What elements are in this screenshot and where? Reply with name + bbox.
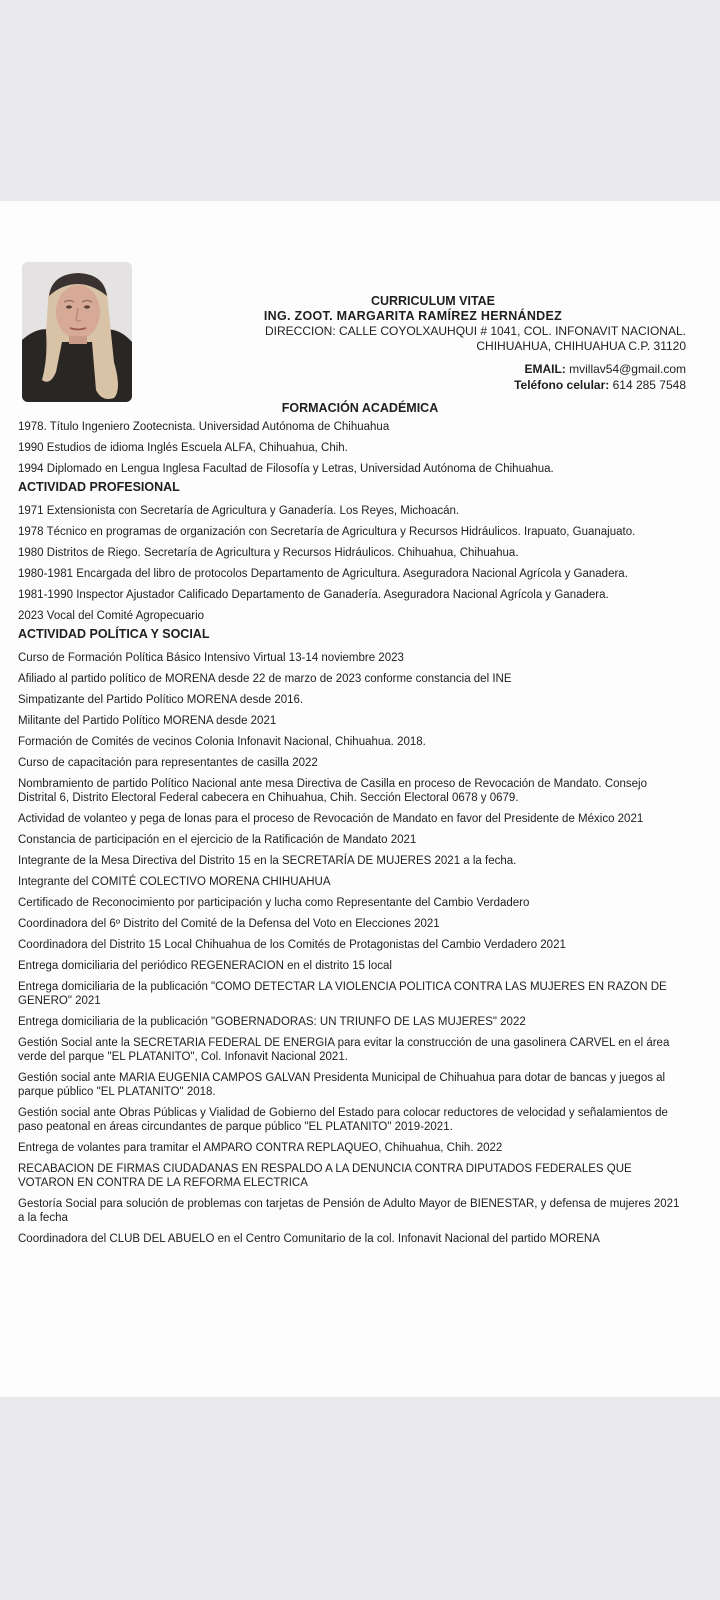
politica-item: RECABACION DE FIRMAS CIUDADANAS EN RESPALDO A LA DENUNCIA CONTRA DIPUTADOS FEDERALES QUE VOTARON EN CONTRA DE LA REFORMA ELECTRICA bbox=[18, 1163, 632, 1189]
politica-item: Gestión Social ante la SECRETARIA FEDERAL DE ENERGIA para evitar la construcción de una gasolinera CARVEL en el área verde del parque "EL PLATANITO", Col. Infonavit Nacional 2021. bbox=[18, 1037, 670, 1063]
politica-item: Entrega domiciliaria del periódico REGENERACION en el distrito 15 local bbox=[18, 960, 392, 972]
section-heading-politica: ACTIVIDAD POLÍTICA Y SOCIAL bbox=[18, 627, 210, 641]
email-value: mvillav54@gmail.com bbox=[569, 362, 686, 376]
profile-photo bbox=[22, 262, 132, 402]
person-name: ING. ZOOT. MARGARITA RAMÍREZ HERNÁNDEZ bbox=[263, 309, 563, 323]
politica-item: Formación de Comités de vecinos Colonia Infonavit Nacional, Chihuahua. 2018. bbox=[18, 736, 426, 748]
politica-item: Entrega domiciliaria de la publicación "GOBERNADORAS: UN TRIUNFO DE LAS MUJERES" 2022 bbox=[18, 1016, 526, 1028]
profesional-item: 1978 Técnico en programas de organización con Secretaría de Agricultura y Recursos Hidráulicos. Irapuato, Guanajuato. bbox=[18, 526, 636, 538]
politica-item: Gestión social ante MARIA EUGENIA CAMPOS GALVAN Presidenta Municipal de Chihuahua para dotar de bancas y juegos al parque público "EL PLATANITO" 2018. bbox=[18, 1072, 666, 1098]
politica-item: Constancia de participación en el ejercicio de la Ratificación de Mandato 2021 bbox=[18, 834, 417, 846]
header bbox=[140, 293, 686, 393]
politica-item: Entrega de volantes para tramitar el AMPARO CONTRA REPLAQUEO, Chihuahua, Chih. 2022 bbox=[18, 1142, 503, 1154]
formacion-item: 1994 Diplomado en Lengua Inglesa Facultad de Filosofía y Letras, Universidad Autónoma de Chihuahua. bbox=[18, 463, 554, 475]
politica-item: Curso de capacitación para representantes de casilla 2022 bbox=[18, 757, 318, 769]
formacion-list bbox=[18, 420, 688, 476]
profesional-item: 1981-1990 Inspector Ajustador Calificado Departamento de Ganadería. Aseguradora Nacional Agrícola y Ganadera. bbox=[18, 589, 609, 601]
email-label: EMAIL: bbox=[524, 362, 566, 376]
politica-list bbox=[18, 651, 688, 1246]
phone-value: 614 285 7548 bbox=[612, 378, 686, 392]
cv-page bbox=[0, 201, 720, 1397]
profesional-item: 1980-1981 Encargada del libro de protocolos Departamento de Agricultura. Aseguradora Nacional Agrícola y Ganadera. bbox=[18, 568, 628, 580]
address-line-1: DIRECCION: CALLE COYOLXAUHQUI # 1041, COL. INFONAVIT NACIONAL. bbox=[264, 324, 686, 338]
profesional-list bbox=[18, 504, 688, 623]
politica-item: Simpatizante del Partido Político MORENA desde 2016. bbox=[18, 694, 304, 706]
address-line-2: CHIHUAHUA, CHIHUAHUA C.P. 31120 bbox=[476, 339, 686, 353]
politica-item: Afiliado al partido político de MORENA desde 22 de marzo de 2023 conforme constancia del INE bbox=[18, 673, 512, 685]
phone-label: Teléfono celular: bbox=[514, 378, 610, 392]
formacion-item: 1990 Estudios de idioma Inglés Escuela ALFA, Chihuahua, Chih. bbox=[18, 442, 348, 454]
politica-item: Militante del Partido Político MORENA desde 2021 bbox=[18, 715, 277, 727]
politica-item: Coordinadora del 6º Distrito del Comité de la Defensa del Voto en Elecciones 2021 bbox=[18, 918, 440, 930]
document-title: CURRICULUM VITAE bbox=[370, 294, 496, 308]
email-line bbox=[140, 360, 686, 378]
politica-item: Integrante del COMITÉ COLECTIVO MORENA CHIHUAHUA bbox=[18, 876, 331, 888]
portrait-image bbox=[22, 262, 132, 402]
politica-item: Coordinadora del CLUB DEL ABUELO en el Centro Comunitario de la col. Infonavit Nacional del partido MORENA bbox=[18, 1233, 600, 1245]
politica-item: Certificado de Reconocimiento por participación y lucha como Representante del Cambio Verdadero bbox=[18, 897, 530, 909]
formacion-item: 1978. Título Ingeniero Zootecnista. Universidad Autónoma de Chihuahua bbox=[18, 421, 390, 433]
section-heading-profesional: ACTIVIDAD PROFESIONAL bbox=[18, 480, 180, 494]
politica-item: Coordinadora del Distrito 15 Local Chihuahua de los Comités de Protagonistas del Cambio Verdadero 2021 bbox=[18, 939, 566, 951]
politica-item: Curso de Formación Política Básico Intensivo Virtual 13-14 noviembre 2023 bbox=[18, 652, 404, 664]
profesional-item: 1980 Distritos de Riego. Secretaría de Agricultura y Recursos Hidráulicos. Chihuahua, Chihuahua. bbox=[18, 547, 519, 559]
cv-body bbox=[18, 420, 688, 1253]
profesional-item: 1971 Extensionista con Secretaría de Agricultura y Ganadería. Los Reyes, Michoacán. bbox=[18, 505, 460, 517]
politica-item: Nombramiento de partido Político Nacional ante mesa Directiva de Casilla en proceso de Revocación de Mandato. Consejo Distrital 6, Distrito Electoral Federal cabecera en Chihuahua, Chih. Sección Electoral 0678 y 0679. bbox=[18, 778, 648, 804]
politica-item: Entrega domiciliaria de la publicación "COMO DETECTAR LA VIOLENCIA POLITICA CONTRA LAS MUJERES EN RAZON DE GENERO" 2021 bbox=[18, 981, 667, 1007]
politica-item: Integrante de la Mesa Directiva del Distrito 15 en la SECRETARÍA DE MUJERES 2021 a la fecha. bbox=[18, 855, 517, 867]
politica-item: Gestoría Social para solución de problemas con tarjetas de Pensión de Adulto Mayor de BIENESTAR, y defensa de mujeres 2021 a la fecha bbox=[18, 1198, 680, 1224]
politica-item: Actividad de volanteo y pega de lonas para el proceso de Revocación de Mandato en favor del Presidente de México 2021 bbox=[18, 813, 644, 825]
section-heading-formacion: FORMACIÓN ACADÉMICA bbox=[281, 401, 439, 415]
profesional-item: 2023 Vocal del Comité Agropecuario bbox=[18, 610, 205, 622]
politica-item: Gestión social ante Obras Públicas y Vialidad de Gobierno del Estado para colocar reductores de velocidad y señalamientos de paso peatonal en áreas circundantes de parque público "EL PLATANITO" 2019-2021. bbox=[18, 1107, 668, 1133]
phone-line bbox=[140, 378, 686, 393]
